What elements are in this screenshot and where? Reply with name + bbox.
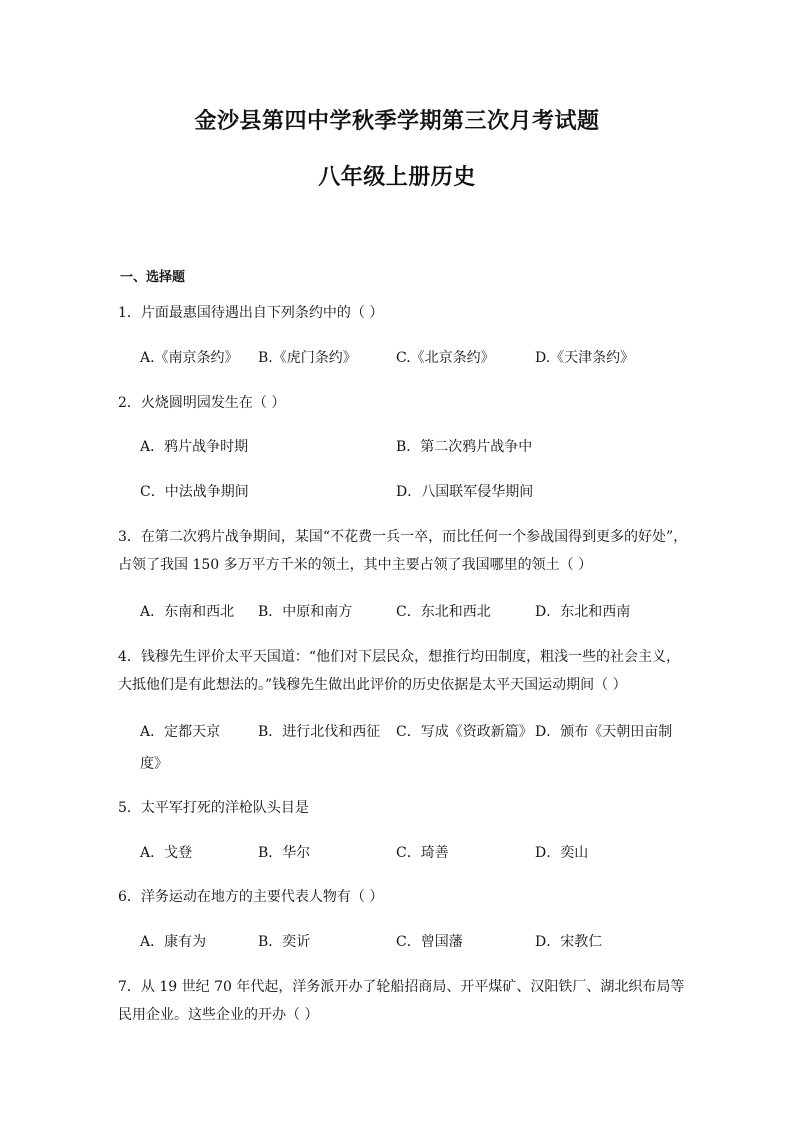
question-3-option-d: D．东北和西南 — [535, 604, 631, 620]
question-2-stem: 2．火烧圆明园发生在（ ） — [118, 395, 286, 411]
section-heading: 一、选择题 — [120, 270, 186, 285]
question-6-stem: 6．洋务运动在地方的主要代表人物有（ ） — [118, 889, 384, 905]
question-2-option-b: B．第二次鸦片战争中 — [396, 439, 533, 455]
question-2-option-d: D．八国联军侵华期间 — [396, 484, 534, 500]
question-5-option-d: D．奕山 — [535, 845, 589, 861]
question-3-option-a: A．东南和西北 — [140, 604, 235, 620]
question-1-stem: 1．片面最惠国待遇出自下列条约中的（ ） — [118, 305, 384, 321]
question-2-option-a: A．鸦片战争时期 — [140, 439, 249, 455]
question-3-stem: 3．在第二次鸦片战争期间，某国“不花费一兵一卒，而比任何一个参战国得到更多的好处”，占领了我国 150 多万平方千米的领土，其中主要占领了我国哪里的领土（ ） — [118, 529, 688, 573]
document-title: 金沙县第四中学秋季学期第三次月考试题 — [194, 108, 600, 134]
question-1-option-a: A.《南京条约》 — [140, 350, 239, 366]
question-5-stem: 5．太平军打死的洋枪队头目是 — [118, 800, 309, 816]
question-4-option-b: B．进行北伐和西征 — [258, 724, 381, 740]
question-1-option-d: D.《天津条约》 — [535, 350, 635, 366]
document-subtitle: 八年级上册历史 — [318, 164, 476, 190]
question-3-option-b: B．中原和南方 — [258, 604, 353, 620]
question-1-option-b: B.《虎门条约》 — [258, 350, 357, 366]
question-4-option-a: A．定都天京 — [140, 724, 221, 740]
question-4-option-d: D．颁布《天朝田亩制 — [535, 724, 673, 740]
question-6-option-b: B．奕䜣 — [258, 934, 311, 950]
question-4-option-c: C．写成《资政新篇》 — [396, 724, 533, 740]
question-2-option-c: C．中法战争期间 — [140, 484, 249, 500]
question-4-option-d-continued: 度》 — [140, 756, 168, 772]
question-5-option-a: A．戈登 — [140, 845, 193, 861]
question-5-option-c: C．琦善 — [396, 845, 449, 861]
question-4-stem: 4．钱穆先生评价太平天国道：“他们对下层民众，想推行均田制度，粗浅一些的社会主义，大抵他们是有此想法的。”钱穆先生做出此评价的历史依据是太平天国运动期间（ ） — [118, 649, 681, 693]
question-6-option-d: D．宋教仁 — [535, 934, 603, 950]
question-5-option-b: B．华尔 — [258, 845, 311, 861]
question-6-option-a: A．康有为 — [140, 934, 207, 950]
question-7-stem: 7．从 19 世纪 70 年代起，洋务派开办了轮船招商局、开平煤矿、汉阳铁厂、湖北织布局等民用企业。这些企业的开办（ ） — [118, 979, 685, 1023]
question-1-option-c: C.《北京条约》 — [396, 350, 495, 366]
question-6-option-c: C．曾国藩 — [396, 934, 463, 950]
question-3-option-c: C．东北和西北 — [396, 604, 491, 620]
